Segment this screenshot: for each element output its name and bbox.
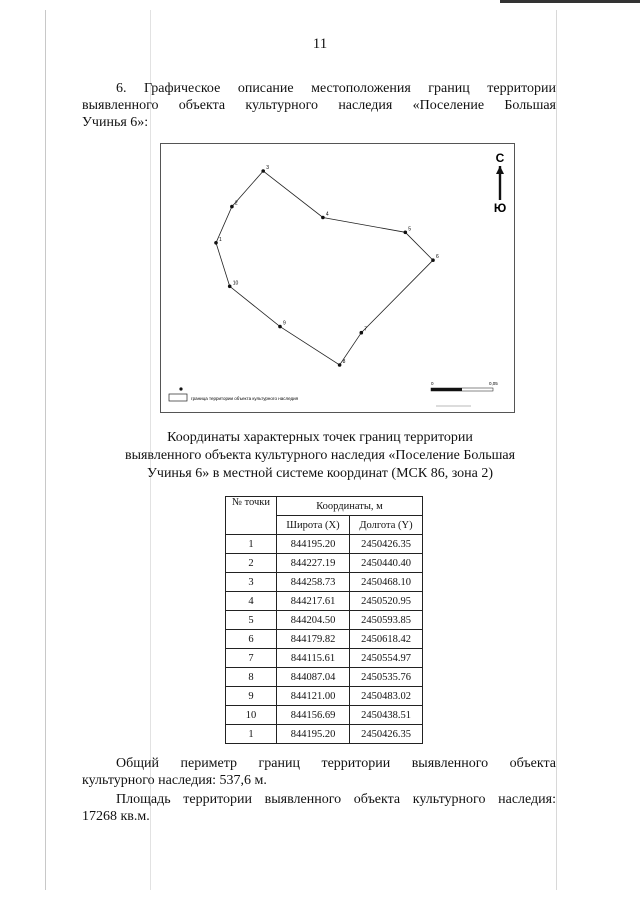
boundary-point-marker	[360, 331, 364, 335]
heading-line: выявленного объекта культурного наследия «Поселение Большая	[82, 98, 556, 113]
boundary-point-label: 8	[342, 359, 346, 365]
cell-latitude: 844217.61	[277, 592, 350, 611]
table-row	[226, 668, 423, 687]
boundary-point-label: 1	[219, 236, 222, 243]
cell-longitude: 2450440.40	[350, 554, 423, 573]
boundary-map	[160, 143, 515, 413]
scale-bar-fill	[431, 388, 462, 391]
perimeter-line: культурного наследия: 537,6 м.	[82, 773, 267, 788]
cell-point-number: 1	[226, 725, 277, 744]
cell-point-number: 10	[226, 706, 277, 725]
cell-longitude: 2450535.76	[350, 668, 423, 687]
cell-point-number: 3	[226, 573, 277, 592]
cell-longitude: 2450483.02	[350, 687, 423, 706]
cell-longitude: 2450426.35	[350, 535, 423, 554]
cell-latitude: 844204.50	[277, 611, 350, 630]
boundary-point-marker	[278, 325, 282, 329]
table-row	[226, 687, 423, 706]
cell-point-number: 7	[226, 649, 277, 668]
cell-latitude: 844121.00	[277, 687, 350, 706]
boundary-point-marker	[431, 258, 435, 262]
page-number: 11	[312, 36, 328, 52]
boundary-point-label: 3	[266, 165, 269, 171]
scale-right-label: 0,05	[489, 381, 498, 386]
table-header-row	[226, 497, 423, 516]
table-row	[226, 535, 423, 554]
boundary-point-label: 7	[364, 326, 368, 333]
cell-latitude: 844179.82	[277, 630, 350, 649]
boundary-point-marker	[230, 205, 234, 209]
south-label: Ю	[493, 201, 507, 215]
cell-point-number: 8	[226, 668, 277, 687]
boundary-point-label: 2	[234, 200, 238, 207]
legend-swatch-icon	[169, 394, 187, 401]
area-paragraph	[82, 791, 556, 825]
cell-latitude: 844195.20	[277, 725, 350, 744]
caption-line: Координаты характерных точек границ территории	[167, 430, 473, 445]
cell-latitude: 844156.69	[277, 706, 350, 725]
header-latitude: Широта (X)	[277, 516, 350, 535]
boundary-points	[214, 165, 439, 367]
cell-point-number: 5	[226, 611, 277, 630]
cell-point-number: 1	[226, 535, 277, 554]
cell-point-number: 2	[226, 554, 277, 573]
cell-longitude: 2450618.42	[350, 630, 423, 649]
boundary-point-label: 5	[408, 226, 412, 233]
top-edge-rule	[500, 0, 640, 3]
perimeter-paragraph	[82, 755, 556, 789]
left-margin-line	[45, 10, 46, 890]
table-row	[226, 706, 423, 725]
table-row	[226, 573, 423, 592]
cell-latitude: 844115.61	[277, 649, 350, 668]
cell-point-number: 9	[226, 687, 277, 706]
cell-latitude: 844258.73	[277, 573, 350, 592]
north-arrow-head-icon	[496, 166, 504, 174]
cell-longitude: 2450468.10	[350, 573, 423, 592]
boundary-point-label: 6	[436, 254, 439, 261]
boundary-map-drawing	[161, 144, 514, 412]
cell-longitude: 2450554.97	[350, 649, 423, 668]
north-label: С	[495, 151, 505, 165]
cell-point-number: 6	[226, 630, 277, 649]
perimeter-line: Общий периметр границ территории выявленного объекта	[116, 756, 556, 771]
caption-line: Учинья 6» в местной системе координат (МСК 86, зона 2)	[146, 466, 494, 481]
section-heading	[82, 80, 556, 131]
boundary-point-label: 10	[232, 280, 239, 287]
coordinates-table	[225, 496, 423, 744]
boundary-point-label: 9	[283, 320, 286, 327]
table-row	[226, 725, 423, 744]
heading-line: Учинья 6»:	[82, 115, 149, 130]
cell-longitude: 2450426.35	[350, 725, 423, 744]
boundary-point-label: 4	[325, 211, 329, 218]
cell-longitude: 2450593.85	[350, 611, 423, 630]
boundary-point-marker	[404, 231, 408, 235]
table-row	[226, 611, 423, 630]
cell-point-number: 4	[226, 592, 277, 611]
header-longitude: Долгота (Y)	[350, 516, 423, 535]
boundary-point-marker	[338, 363, 342, 367]
legend-text: граница территории объекта культурного наследия	[191, 396, 299, 401]
table-row	[226, 554, 423, 573]
scale-bar	[431, 381, 498, 406]
boundary-point-marker	[321, 216, 325, 220]
area-line: 17268 кв.м.	[82, 809, 150, 824]
boundary-point-marker	[261, 169, 265, 173]
map-legend	[169, 387, 299, 401]
header-point-number: № точки	[226, 497, 277, 535]
cell-latitude: 844087.04	[277, 668, 350, 687]
table-row	[226, 649, 423, 668]
cell-longitude: 2450438.51	[350, 706, 423, 725]
legend-point-icon	[179, 387, 182, 390]
north-arrow	[494, 151, 506, 215]
area-line: Площадь территории выявленного объекта культурного наследия:	[116, 792, 556, 807]
boundary-point-marker	[214, 241, 218, 245]
caption-line: выявленного объекта культурного наследия «Поселение Большая	[124, 448, 516, 463]
table-caption	[60, 429, 580, 483]
cell-longitude: 2450520.95	[350, 592, 423, 611]
table-row	[226, 592, 423, 611]
table-row	[226, 630, 423, 649]
heading-line: 6. Графическое описание местоположения границ территории	[116, 81, 556, 96]
boundary-polygon	[216, 171, 433, 365]
cell-latitude: 844227.19	[277, 554, 350, 573]
cell-latitude: 844195.20	[277, 535, 350, 554]
header-coordinates: Координаты, м	[277, 497, 423, 516]
scale-left-label: 0	[431, 381, 434, 386]
boundary-point-marker	[228, 285, 232, 289]
